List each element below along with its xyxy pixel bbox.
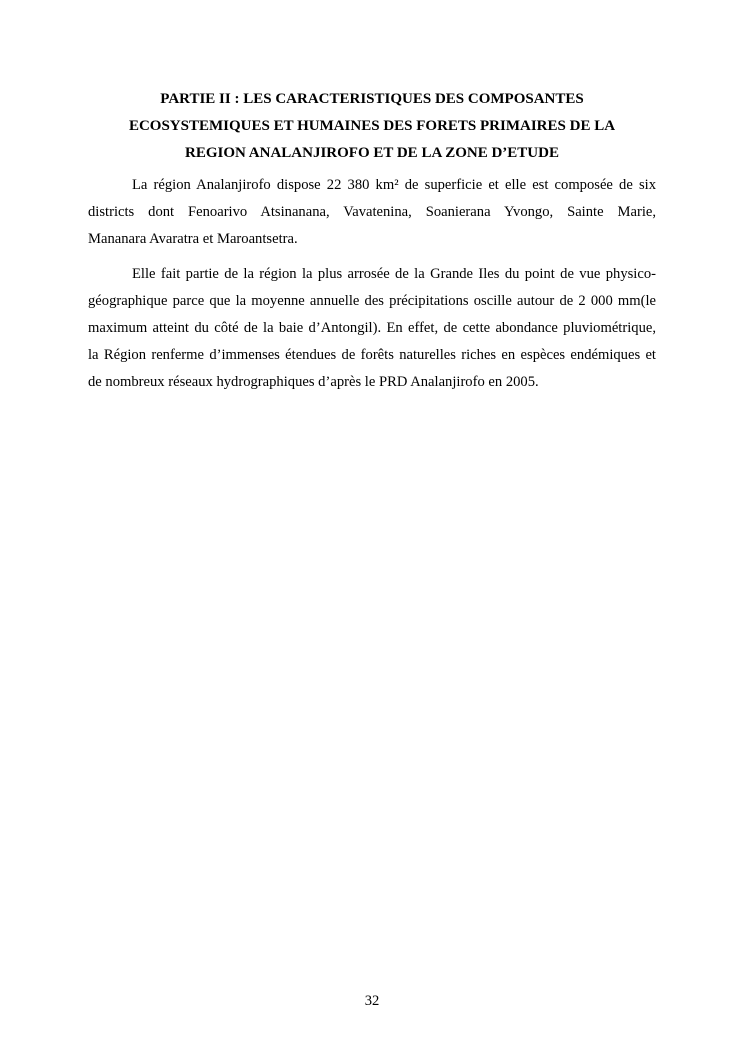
page-number: 32	[364, 993, 380, 1009]
paragraph-line: maximum atteint du côté de la baie d’Antongil). En effet, de cette abondance pluviométrique,	[88, 320, 656, 336]
paragraph-line: la Région renferme d’immenses étendues de forêts naturelles riches en espèces endémiques et	[88, 347, 656, 363]
paragraph-line: La région Analanjirofo dispose 22 380 km² de superficie et elle est composée de six	[132, 177, 656, 193]
heading-line-2: ECOSYSTEMIQUES ET HUMAINES DES FORETS PRIMAIRES DE LA	[128, 118, 616, 134]
heading-line-1: PARTIE II : LES CARACTERISTIQUES DES COMPOSANTES	[160, 91, 584, 107]
heading-line-3: REGION ANALANJIROFO ET DE LA ZONE D’ETUDE	[185, 145, 559, 161]
paragraph-line: districts dont Fenoarivo Atsinanana, Vavatenina, Soanierana Yvongo, Sainte Marie,	[88, 204, 656, 220]
section-heading	[88, 86, 656, 167]
paragraph-region-overview	[88, 172, 656, 253]
paragraph-line: de nombreux réseaux hydrographiques d’après le PRD Analanjirofo en 2005.	[88, 374, 539, 390]
paragraph-line: Mananara Avaratra et Maroantsetra.	[88, 231, 298, 247]
paragraph-climate	[88, 261, 656, 396]
paragraph-line: géographique parce que la moyenne annuelle des précipitations oscille autour de 2 000 mm(le	[88, 293, 656, 309]
paragraph-line: Elle fait partie de la région la plus arrosée de la Grande Iles du point de vue physico-	[132, 266, 656, 282]
